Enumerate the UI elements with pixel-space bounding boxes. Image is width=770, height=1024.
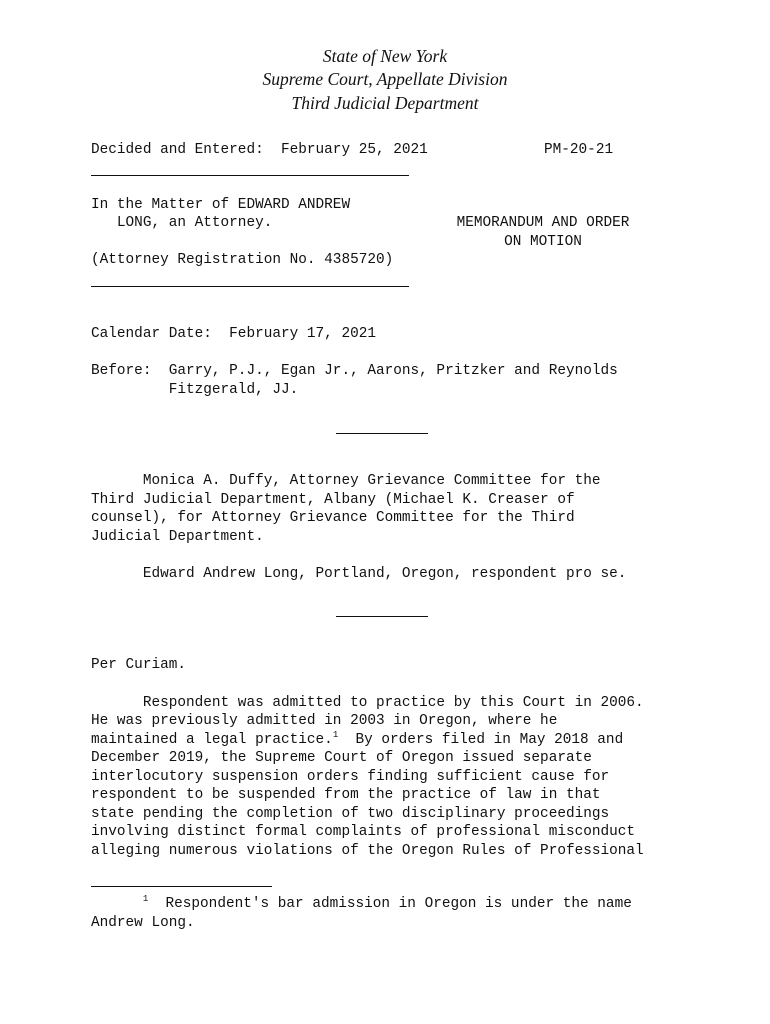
footnote-marker: 1 [142, 894, 149, 905]
respondent-line: Edward Andrew Long, Portland, Oregon, respondent pro se. [91, 566, 627, 582]
footnote-text: Respondent's bar admission in Oregon is under the name [148, 896, 632, 912]
opinion-line: involving distinct formal complaints of professional misconduct [91, 824, 636, 840]
document-title-line-1: MEMORANDUM AND ORDER [456, 215, 630, 231]
opinion-line: December 2019, the Supreme Court of Oregon issued separate [91, 750, 592, 766]
counsel-line: Judicial Department. [91, 529, 264, 545]
caption-rule-bottom [91, 286, 409, 287]
caption-rule-top [91, 175, 409, 176]
document-title-line-2: ON MOTION [504, 234, 582, 250]
opinion-line: Respondent was admitted to practice by this Court in 2006. [91, 695, 644, 711]
opinion-text: By orders filed in May 2018 and [338, 732, 624, 748]
counsel-line: Third Judicial Department, Albany (Michael K. Creaser of [91, 492, 575, 508]
decided-entered: Decided and Entered: February 25, 2021 [91, 142, 428, 158]
before-line-1: Before: Garry, P.J., Egan Jr., Aarons, Pritzker and Reynolds [91, 363, 618, 379]
opinion-line-with-footnote [91, 731, 623, 750]
footnote-reference[interactable]: 1 [332, 730, 339, 741]
counsel-line: Monica A. Duffy, Attorney Grievance Committee for the [91, 473, 601, 489]
opinion-line: interlocutory suspension orders finding sufficient cause for [91, 769, 610, 785]
matter-line-1: In the Matter of EDWARD ANDREW [91, 197, 351, 213]
opinion-line: He was previously admitted in 2003 in Oregon, where he [91, 713, 558, 729]
opinion-line: alleging numerous violations of the Oregon Rules of Professional [91, 843, 644, 859]
court-state: State of New York [322, 46, 448, 66]
per-curiam: Per Curiam. [91, 657, 186, 673]
footnote-rule [91, 886, 272, 887]
counsel-line: counsel), for Attorney Grievance Committee for the Third [91, 510, 575, 526]
before-line-2: Fitzgerald, JJ. [91, 382, 299, 398]
section-divider-1 [336, 433, 428, 434]
attorney-registration: (Attorney Registration No. 4385720) [91, 252, 394, 268]
opinion-line: respondent to be suspended from the practice of law in that [91, 787, 601, 803]
footnote-line-1 [91, 895, 632, 914]
court-department: Third Judicial Department [291, 93, 479, 113]
court-name: Supreme Court, Appellate Division [262, 69, 508, 89]
calendar-date: Calendar Date: February 17, 2021 [91, 326, 376, 342]
matter-line-2: LONG, an Attorney. [91, 215, 273, 231]
opinion-text: maintained a legal practice. [91, 732, 333, 748]
section-divider-2 [336, 616, 428, 617]
footnote-line-2: Andrew Long. [91, 915, 195, 931]
opinion-line: state pending the completion of two disciplinary proceedings [91, 806, 610, 822]
docket-number: PM-20-21 [544, 142, 614, 158]
